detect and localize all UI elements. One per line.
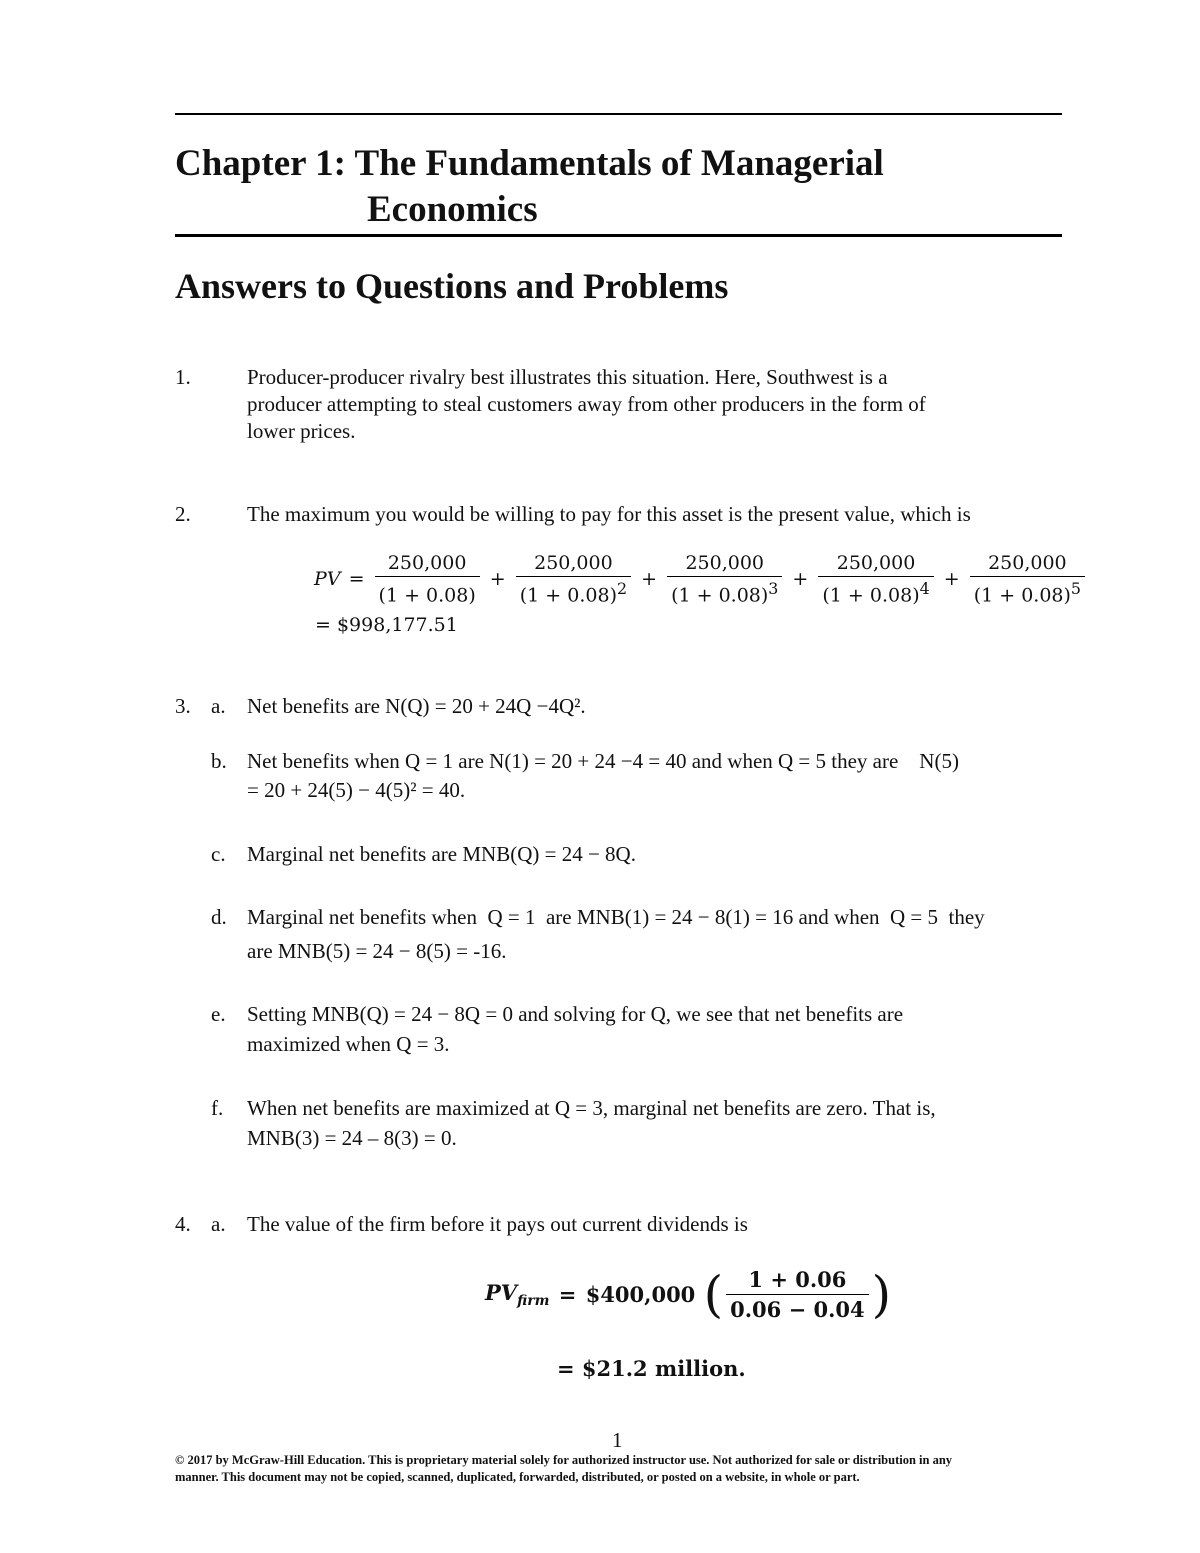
denominator: (1 + 0.08) [822, 584, 920, 607]
q1-number: 1. [175, 365, 191, 389]
q4a-text: The value of the firm before it pays out current dividends is [247, 1212, 748, 1236]
q1-line1: Producer-producer rivalry best illustrates this situation. Here, Southwest is a [247, 365, 888, 389]
q3e-line2: maximized when Q = 3. [247, 1032, 450, 1056]
q3f-line1: When net benefits are maximized at Q = 3, marginal net benefits are zero. That is, [247, 1096, 936, 1120]
numerator: 250,000 [836, 552, 916, 574]
chapter-title-line1: Chapter 1: The Fundamentals of Managerial [175, 143, 884, 184]
pv-term-4 [818, 552, 933, 606]
q3d-letter: d. [211, 905, 227, 929]
copyright-line1: © 2017 by McGraw-Hill Education. This is proprietary material solely for authorized instructor use. Not authorized for sale or distribution in any [175, 1453, 953, 1467]
q3c-letter: c. [211, 842, 226, 866]
q1-line2: producer attempting to steal customers away from other producers in the form of [247, 392, 926, 416]
q1-line3: lower prices. [247, 419, 356, 443]
section-title: Answers to Questions and Problems [175, 266, 729, 306]
exponent: 5 [1070, 579, 1081, 598]
right-paren: ) [871, 1265, 892, 1324]
growth-denominator: 0.06 − 0.04 [726, 1294, 869, 1322]
denominator: (1 + 0.08) [519, 584, 617, 607]
copyright-notice [175, 1452, 1055, 1486]
q4-number: 4. [175, 1212, 191, 1236]
q3f-letter: f. [211, 1096, 224, 1120]
q3b-line1: Net benefits when Q = 1 are N(1) = 20 + 24 −4 = 40 and when Q = 5 they are N(5) [247, 749, 959, 773]
q3e-letter: e. [211, 1002, 226, 1026]
denominator: (1 + 0.08) [671, 584, 769, 607]
q3b-letter: b. [211, 749, 227, 773]
q2-number: 2. [175, 502, 191, 526]
title-underline [175, 234, 1062, 237]
q3a-letter: a. [211, 694, 226, 718]
q3e-line1: Setting MNB(Q) = 24 − 8Q = 0 and solving for Q, we see that net benefits are [247, 1002, 904, 1026]
left-paren: ( [703, 1265, 724, 1324]
plus-sign: + [641, 568, 658, 591]
q3d-line2: are MNB(5) = 24 − 8(5) = -16. [247, 939, 507, 963]
q3f-line2: MNB(3) = 24 – 8(3) = 0. [247, 1126, 457, 1150]
pv-term-1 [375, 552, 480, 606]
growth-fraction [726, 1267, 869, 1322]
pv-label: PV [485, 1279, 518, 1305]
firm-amount: $400,000 [585, 1282, 696, 1307]
q3c-text: Marginal net benefits are MNB(Q) = 24 − 8Q. [247, 842, 636, 866]
firm-value-result: = $21.2 million. [557, 1356, 746, 1381]
numerator: 250,000 [387, 552, 467, 574]
numerator: 250,000 [534, 552, 613, 574]
q3a-text: Net benefits are N(Q) = 20 + 24Q −4Q². [247, 694, 586, 718]
numerator: 250,000 [685, 552, 765, 574]
q4a-letter: a. [211, 1212, 226, 1236]
pv-equals: = [348, 568, 365, 591]
chapter-title-line2: Economics [367, 189, 538, 230]
plus-sign: + [943, 568, 960, 591]
exponent: 3 [768, 579, 779, 598]
chapter-title [175, 141, 1075, 233]
pv-term-3 [667, 552, 782, 606]
q3-number: 3. [175, 694, 191, 718]
page-number: 1 [612, 1428, 623, 1452]
growth-numerator: 1 + 0.06 [748, 1267, 847, 1292]
pv-term-2 [516, 552, 631, 606]
exponent: 2 [616, 579, 628, 598]
q3d-line1: Marginal net benefits when Q = 1 are MNB(1) = 24 − 8(1) = 16 and when Q = 5 they [247, 905, 985, 929]
exponent: 4 [919, 579, 930, 598]
numerator: 250,000 [988, 552, 1067, 574]
q2-text: The maximum you would be willing to pay for this asset is the present value, which is [247, 502, 971, 526]
pv-label: PV [314, 568, 341, 591]
pv-result: = $998,177.51 [315, 614, 458, 636]
pv-firm-label [485, 1280, 549, 1309]
pv-subscript: firm [517, 1293, 550, 1310]
pv-term-5 [970, 552, 1085, 606]
plus-sign: + [489, 568, 506, 591]
plus-sign: + [792, 568, 809, 591]
copyright-line2: manner. This document may not be copied, scanned, duplicated, forwarded, distributed, or posted on a website, in whole or part. [175, 1470, 860, 1484]
q3b-line2: = 20 + 24(5) − 4(5)² = 40. [247, 778, 466, 802]
firm-equals: = [558, 1282, 577, 1307]
denominator: (1 + 0.08) [378, 584, 476, 607]
firm-value-equation [484, 1267, 891, 1322]
pv-equation [313, 552, 1088, 606]
top-rule [175, 113, 1062, 115]
denominator: (1 + 0.08) [973, 584, 1071, 607]
